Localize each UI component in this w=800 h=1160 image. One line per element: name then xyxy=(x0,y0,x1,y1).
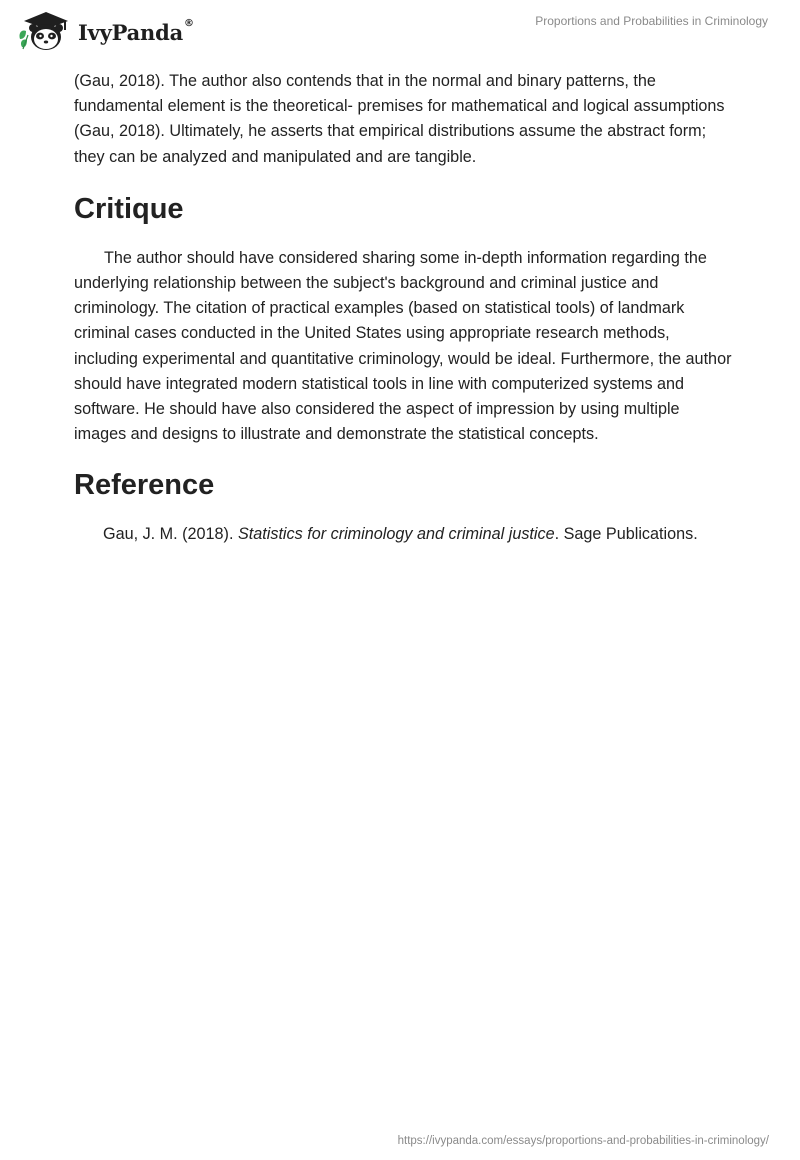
panda-graduation-cap-icon xyxy=(16,9,74,53)
critique-heading: Critique xyxy=(74,192,184,225)
reference-publisher: . Sage Publications. xyxy=(554,525,698,544)
footer-url[interactable]: https://ivypanda.com/essays/proportions-and-probabilities-in-criminology/ xyxy=(397,1135,769,1147)
intro-paragraph: (Gau, 2018). The author also contends that in the normal and binary patterns, the fundamental element is the theoretical- premises for mathematical and logical assumptions (Gau, 2018). Ultimately, he asserts that empirical distributions assume the abstract form; they can be analyzed and manipulated and are tangible. xyxy=(74,72,725,166)
document-title: Proportions and Probabilities in Criminology xyxy=(535,14,768,28)
reference-entry xyxy=(74,522,734,547)
reference-heading: Reference xyxy=(74,469,215,502)
reference-authors-year: Gau, J. M. (2018). xyxy=(103,525,238,544)
ivypanda-logo[interactable] xyxy=(16,9,194,53)
essay-content xyxy=(74,69,734,548)
page-header xyxy=(0,0,800,60)
critique-paragraph: The author should have considered sharing some in-depth information regarding the underlying relationship between the subject's background and criminal justice and criminology. The citation of practical examples (based on statistical tools) of landmark criminal cases conducted in the United States using appropriate research methods, including experimental and quantitative criminology, would be ideal. Furthermore, the author should have integrated modern statistical tools in line with computerized systems and software. He should have also considered the aspect of impression by using multiple images and designs to illustrate and demonstrate the statistical concepts. xyxy=(74,248,732,444)
brand-name: IvyPanda® xyxy=(78,17,194,45)
registered-mark: ® xyxy=(184,17,194,29)
reference-book-title: Statistics for criminology and criminal justice xyxy=(237,525,555,544)
